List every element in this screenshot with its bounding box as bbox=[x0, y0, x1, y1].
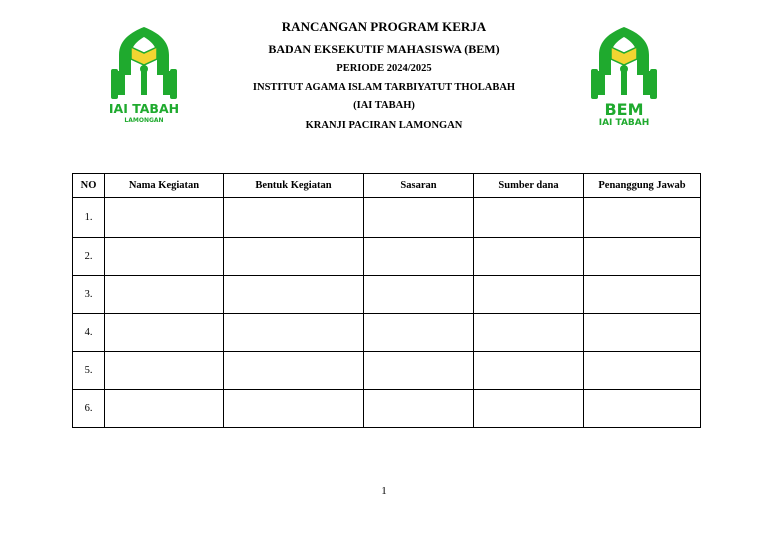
address-line: KRANJI PACIRAN LAMONGAN bbox=[305, 120, 463, 131]
period-line: PERIODE 2024/2025 bbox=[336, 63, 432, 74]
cell-bentuk-kegiatan[interactable] bbox=[224, 352, 364, 390]
column-header-no: NO bbox=[73, 174, 105, 198]
book-shape bbox=[611, 47, 637, 65]
cell-penanggung-jawab[interactable] bbox=[584, 198, 701, 238]
cell-no: 4. bbox=[73, 314, 105, 352]
cell-no: 1. bbox=[73, 198, 105, 238]
cell-nama-kegiatan[interactable] bbox=[105, 352, 224, 390]
cell-penanggung-jawab[interactable] bbox=[584, 352, 701, 390]
cell-bentuk-kegiatan[interactable] bbox=[224, 314, 364, 352]
cell-nama-kegiatan[interactable] bbox=[105, 198, 224, 238]
table-row bbox=[73, 314, 701, 352]
cell-sasaran[interactable] bbox=[364, 238, 474, 276]
logo-sub-text: IAI TABAH bbox=[598, 118, 650, 128]
cell-nama-kegiatan[interactable] bbox=[105, 276, 224, 314]
organization-line: BADAN EKSEKUTIF MAHASISWA (BEM) bbox=[268, 42, 500, 56]
institution-line: INSTITUT AGAMA ISLAM TARBIYATUT THOLABAH bbox=[252, 82, 516, 93]
cell-sumber-dana[interactable] bbox=[474, 238, 584, 276]
cell-sasaran[interactable] bbox=[364, 390, 474, 428]
book-shape bbox=[131, 47, 157, 65]
table-row bbox=[73, 198, 701, 238]
logo-main-text: BEM bbox=[604, 100, 644, 119]
cell-sumber-dana[interactable] bbox=[474, 198, 584, 238]
cell-bentuk-kegiatan[interactable] bbox=[224, 198, 364, 238]
cell-penanggung-jawab[interactable] bbox=[584, 276, 701, 314]
cell-sumber-dana[interactable] bbox=[474, 276, 584, 314]
table-row bbox=[73, 390, 701, 428]
column-header-penanggung-jawab: Penanggung Jawab bbox=[584, 174, 701, 198]
cell-nama-kegiatan[interactable] bbox=[105, 314, 224, 352]
cell-sumber-dana[interactable] bbox=[474, 390, 584, 428]
table-header-row bbox=[73, 174, 701, 198]
cell-penanggung-jawab[interactable] bbox=[584, 314, 701, 352]
column-header-sumber-dana: Sumber dana bbox=[474, 174, 584, 198]
table-row bbox=[73, 238, 701, 276]
cell-sasaran[interactable] bbox=[364, 352, 474, 390]
iai-tabah-logo bbox=[107, 25, 181, 129]
cell-no: 2. bbox=[73, 238, 105, 276]
cell-sumber-dana[interactable] bbox=[474, 352, 584, 390]
column-header-bentuk-kegiatan: Bentuk Kegiatan bbox=[224, 174, 364, 198]
cell-no: 6. bbox=[73, 390, 105, 428]
column-header-sasaran: Sasaran bbox=[364, 174, 474, 198]
cell-bentuk-kegiatan[interactable] bbox=[224, 238, 364, 276]
cell-sasaran[interactable] bbox=[364, 198, 474, 238]
bem-logo bbox=[589, 25, 659, 129]
title-line: RANCANGAN PROGRAM KERJA bbox=[281, 19, 487, 34]
cell-bentuk-kegiatan[interactable] bbox=[224, 276, 364, 314]
cell-nama-kegiatan[interactable] bbox=[105, 390, 224, 428]
cell-no: 3. bbox=[73, 276, 105, 314]
cell-sasaran[interactable] bbox=[364, 314, 474, 352]
table-row bbox=[73, 276, 701, 314]
page-number: 1 bbox=[381, 485, 387, 497]
institution-abbrev-line: (IAI TABAH) bbox=[353, 100, 415, 111]
cell-sasaran[interactable] bbox=[364, 276, 474, 314]
program-table bbox=[72, 173, 701, 428]
cell-nama-kegiatan[interactable] bbox=[105, 238, 224, 276]
cell-penanggung-jawab[interactable] bbox=[584, 238, 701, 276]
cell-no: 5. bbox=[73, 352, 105, 390]
logo-main-text: IAI TABAH bbox=[108, 101, 180, 116]
cell-sumber-dana[interactable] bbox=[474, 314, 584, 352]
cell-bentuk-kegiatan[interactable] bbox=[224, 390, 364, 428]
logo-sub-text: LAMONGAN bbox=[124, 117, 164, 124]
column-header-nama-kegiatan: Nama Kegiatan bbox=[105, 174, 224, 198]
table-row bbox=[73, 352, 701, 390]
cell-penanggung-jawab[interactable] bbox=[584, 390, 701, 428]
